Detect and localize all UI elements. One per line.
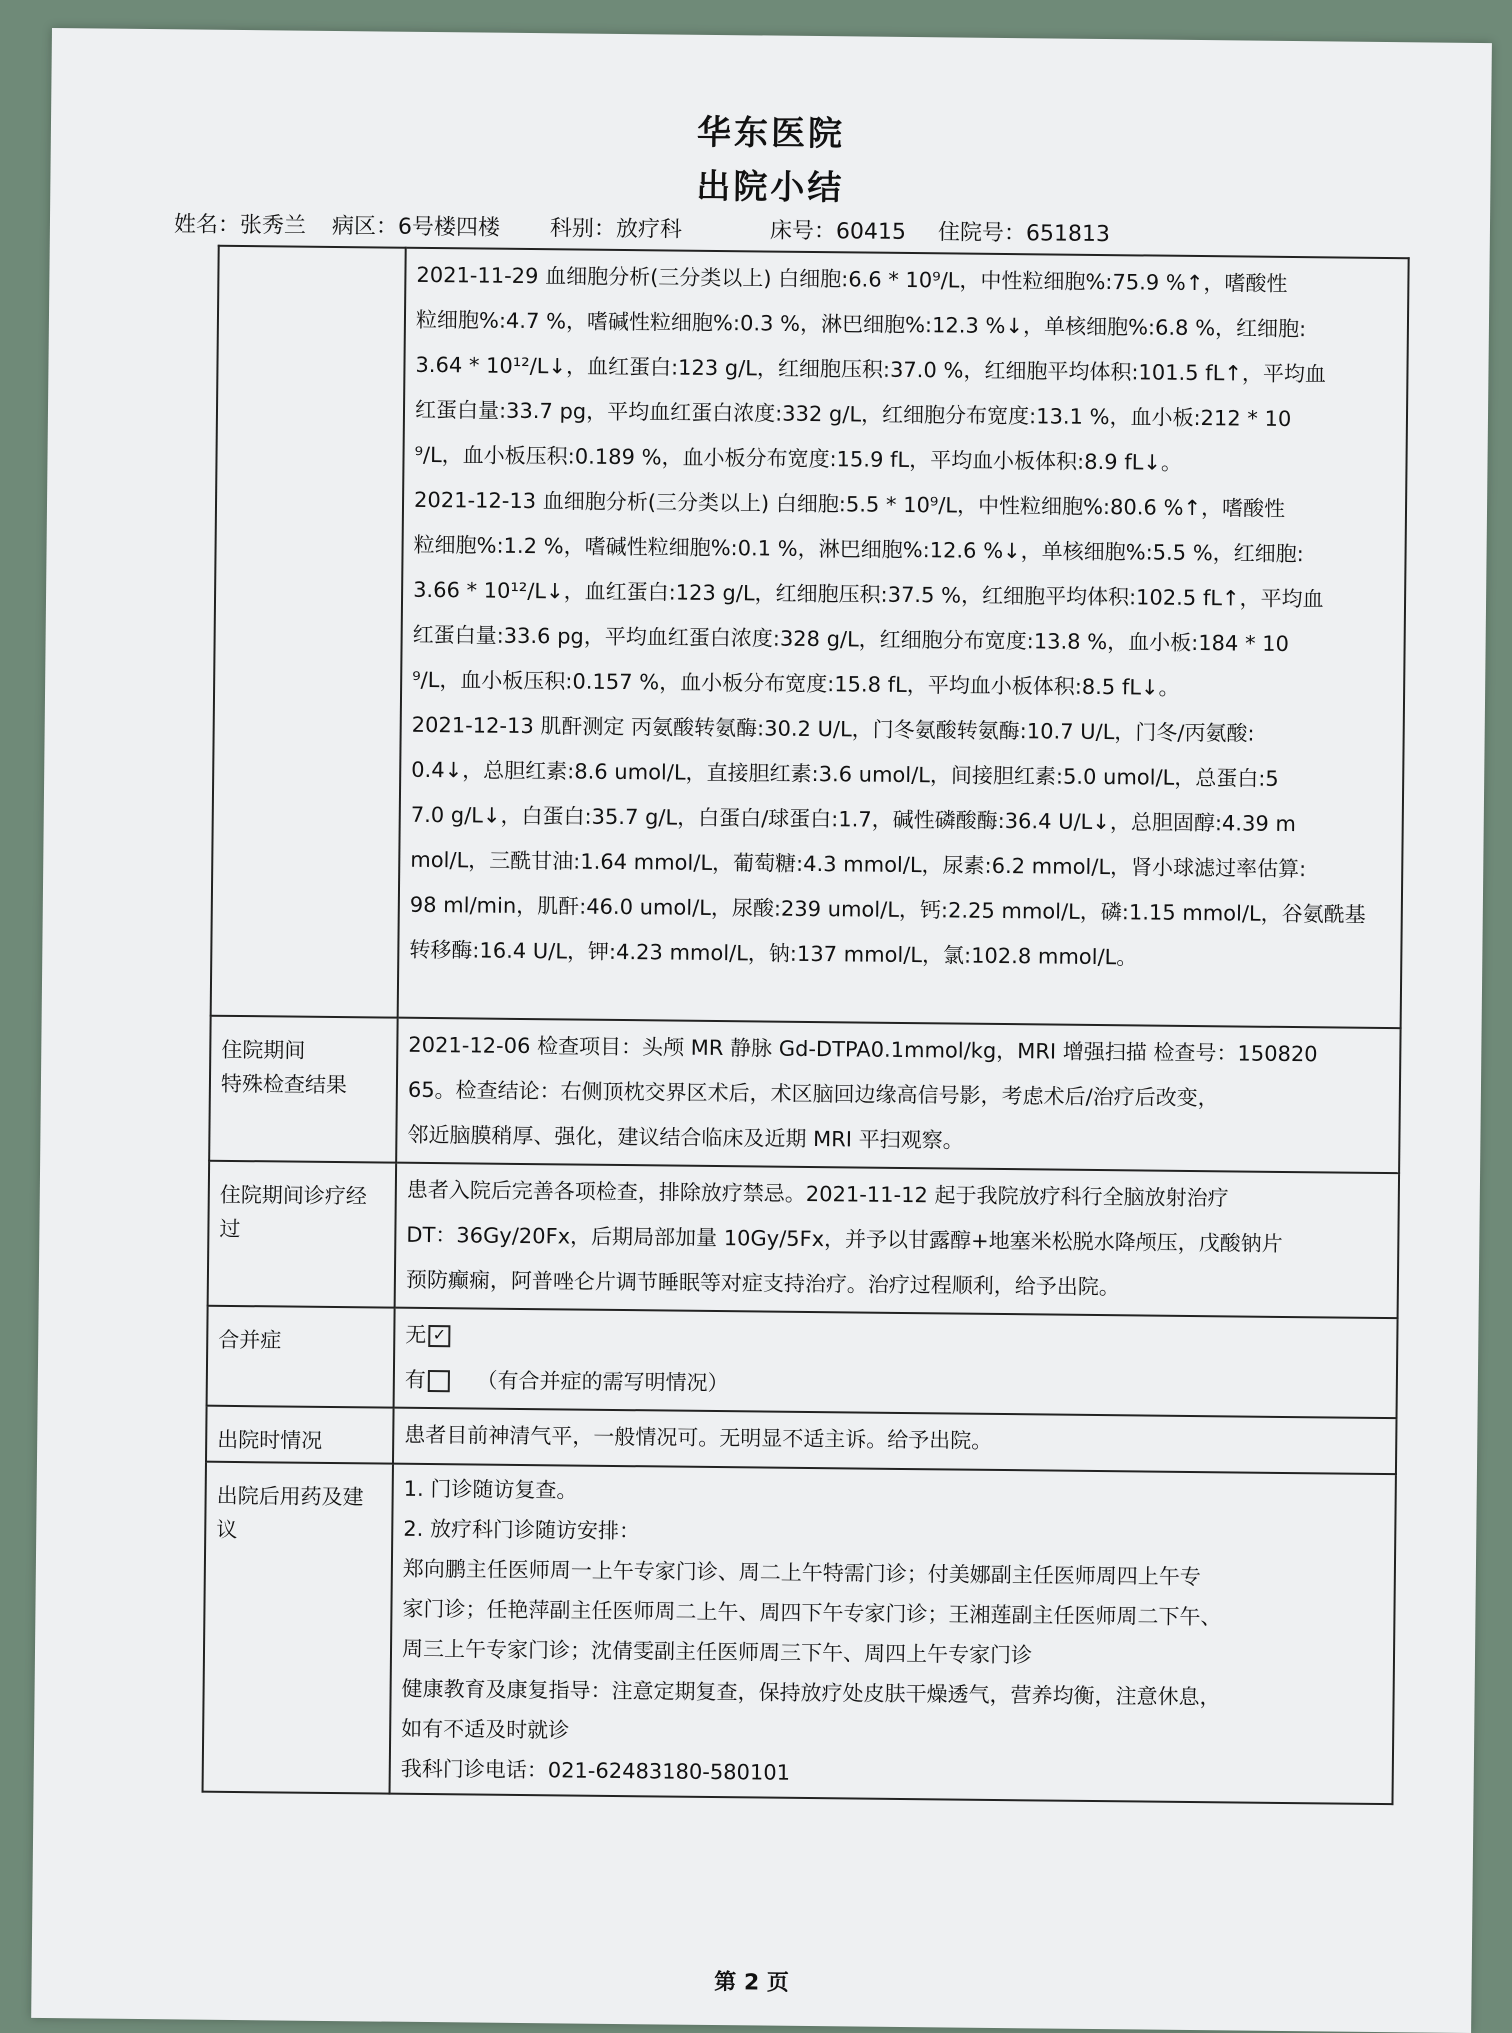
special-exam-label-line: 住院期间 <box>221 1037 306 1063</box>
lab-results-content <box>398 248 1409 1028</box>
course-content <box>395 1163 1399 1318</box>
complications-label: 合并症 <box>207 1306 395 1408</box>
empty-box-icon <box>428 1370 450 1392</box>
course-label <box>208 1161 397 1308</box>
special-exam-line: 65。检查结论：右侧顶枕交界区术后，术区脑回边缘高信号影，考虑术后/治疗后改变， <box>407 1077 1219 1111</box>
complication-none-text: 无 <box>405 1322 427 1347</box>
hospital-name: 华东医院 <box>696 112 846 155</box>
discharge-status-label: 出院时情况 <box>206 1406 394 1464</box>
patient-ward: 病区：6号楼四楼 <box>331 213 501 241</box>
lab-line: 2021-12-13 血细胞分析(三分类以上) 白细胞:5.5 * 10⁹/L，中性粒细胞%:80.6 %↑，嗜酸性 <box>413 487 1286 521</box>
lab-line: 2021-11-29 血细胞分析(三分类以上) 白细胞:6.6 * 10⁹/L，中性粒细胞%:75.9 %↑，嗜酸性 <box>416 262 1288 296</box>
document-title: 出院小结 <box>696 166 845 209</box>
special-exam-content <box>396 1018 1400 1173</box>
special-exam-label-line: 特殊检查结果 <box>220 1071 348 1098</box>
patient-bed: 床号：60415 <box>769 218 907 245</box>
discharge-status-text: 患者目前神清气平，一般情况可。无明显不适主诉。给予出院。 <box>404 1422 993 1453</box>
special-exam-row <box>209 1016 1400 1173</box>
advice-line: 健康教育及康复指导：注意定期复查，保持放疗处皮肤干燥透气，营养均衡，注意休息， <box>401 1676 1221 1710</box>
complication-yes-text: 有 <box>404 1367 426 1392</box>
complications-content <box>394 1308 1398 1418</box>
patient-dept: 科别：放疗科 <box>549 216 683 243</box>
advice-label-line: 议 <box>216 1517 238 1543</box>
summary-table <box>202 245 1410 1805</box>
advice-line: 1. 门诊随访复查。 <box>403 1476 578 1503</box>
lab-line: 转移酶:16.4 U/L，钾:4.23 mmol/L，钠:137 mmol/L，氯:102.8 mmol/L。 <box>409 937 1138 970</box>
lab-line: 红蛋白量:33.7 pg，平均血红蛋白浓度:332 g/L，红细胞分布宽度:13.1 %，血小板:212 * 10 <box>414 397 1292 431</box>
course-line: DT：36Gy/20Fx，后期局部加量 10Gy/5Fx，并予以甘露醇+地塞米松脱水降颅压，戊酸钠片 <box>406 1222 1283 1256</box>
advice-line: 家门诊；任艳萍副主任医师周二上午、周四下午专家门诊；王湘莲副主任医师周二下午、 <box>402 1596 1222 1630</box>
course-line: 患者入院后完善各项检查，排除放疗禁忌。2021-11-12 起于我院放疗科行全脑放射治疗 <box>406 1177 1229 1211</box>
course-row <box>208 1161 1399 1318</box>
advice-label-line: 出院后用药及建 <box>216 1483 364 1510</box>
complication-yes-option <box>405 1358 1386 1413</box>
lab-line: 98 ml/min，肌酐:46.0 umol/L，尿酸:239 umol/L，钙:2.25 mmol/L，磷:1.15 mmol/L，谷氨酰基 <box>409 892 1366 927</box>
complication-note: （有合并症的需写明情况） <box>476 1368 729 1396</box>
lab-results-label <box>211 246 406 1018</box>
advice-content <box>390 1464 1396 1804</box>
lab-line: ⁹/L，血小板压积:0.189 %，血小板分布宽度:15.9 fL，平均血小板体积:8.9 fL↓。 <box>414 442 1183 475</box>
course-label-line: 过 <box>219 1216 241 1242</box>
page-number: 第 2 页 <box>714 1970 790 1996</box>
special-exam-line: 邻近脑膜稍厚、强化，建议结合临床及近期 MRI 平扫观察。 <box>407 1122 964 1153</box>
course-line: 预防癫痫，阿普唑仑片调节睡眠等对症支持治疗。治疗过程顺利，给予出院。 <box>405 1267 1120 1300</box>
lab-line: 0.4↓，总胆红素:8.6 umol/L，直接胆红素:3.6 umol/L，间接胆红素:5.0 umol/L，总蛋白:5 <box>411 757 1279 791</box>
advice-row <box>203 1462 1396 1804</box>
special-exam-label <box>209 1016 398 1163</box>
lab-line: mol/L，三酰甘油:1.64 mmol/L，葡萄糖:4.3 mmol/L，尿素:6.2 mmol/L，肾小球滤过率估算: <box>410 847 1307 882</box>
lab-line: 红蛋白量:33.6 pg，平均血红蛋白浓度:328 g/L，红细胞分布宽度:13.8 %，血小板:184 * 10 <box>412 622 1290 656</box>
document-page <box>31 28 1492 2033</box>
lab-line: 3.64 * 10¹²/L↓，血红蛋白:123 g/L，红细胞压积:37.0 %，红细胞平均体积:101.5 fL↑，平均血 <box>415 352 1327 387</box>
lab-line: 粒细胞%:1.2 %，嗜碱性粒细胞%:0.1 %，淋巴细胞%:12.6 %↓，单核细胞%:5.5 %，红细胞: <box>413 532 1304 567</box>
advice-line: 周三上午专家门诊；沈倩雯副主任医师周三下午、周四上午专家门诊 <box>401 1636 1033 1668</box>
lab-line: 粒细胞%:4.7 %，嗜碱性粒细胞%:0.3 %，淋巴细胞%:12.3 %↓，单核细胞%:6.8 %，红细胞: <box>415 307 1307 342</box>
patient-admission-no: 住院号：651813 <box>937 220 1111 248</box>
advice-line: 郑向鹏主任医师周一上午专家门诊、周二上午特需门诊；付美娜副主任医师周四上午专 <box>402 1556 1201 1590</box>
patient-name: 姓名：张秀兰 <box>173 212 307 239</box>
special-exam-line: 2021-12-06 检查项目：头颅 MR 静脉 Gd-DTPA0.1mmol/kg，MRI 增强扫描 检查号：150820 <box>408 1032 1318 1067</box>
advice-line: 2. 放疗科门诊随访安排： <box>403 1516 641 1544</box>
lab-line: 3.66 * 10¹²/L↓，血红蛋白:123 g/L，红细胞压积:37.5 %，红细胞平均体积:102.5 fL↑，平均血 <box>413 577 1324 612</box>
lab-line: ⁹/L，血小板压积:0.157 %，血小板分布宽度:15.8 fL，平均血小板体积:8.5 fL↓。 <box>412 667 1180 700</box>
advice-line: 如有不适及时就诊 <box>401 1716 570 1743</box>
complications-row <box>207 1306 1398 1418</box>
advice-line: 我科门诊电话：021-62483180-580101 <box>400 1756 791 1785</box>
lab-line: 2021-12-13 肌酐测定 丙氨酸转氨酶:30.2 U/L，门冬氨酸转氨酶:10.7 U/L，门冬/丙氨酸: <box>411 712 1255 746</box>
advice-label <box>203 1462 393 1794</box>
lab-line: 7.0 g/L↓，白蛋白:35.7 g/L，白蛋白/球蛋白:1.7，碱性磷酸酶:36.4 U/L↓，总胆固醇:4.39 m <box>410 802 1297 837</box>
course-label-line: 住院期间诊疗经 <box>219 1182 367 1209</box>
lab-results-row <box>211 246 1409 1028</box>
discharge-status-content <box>393 1408 1397 1475</box>
checked-box-icon: ✓ <box>428 1325 450 1347</box>
